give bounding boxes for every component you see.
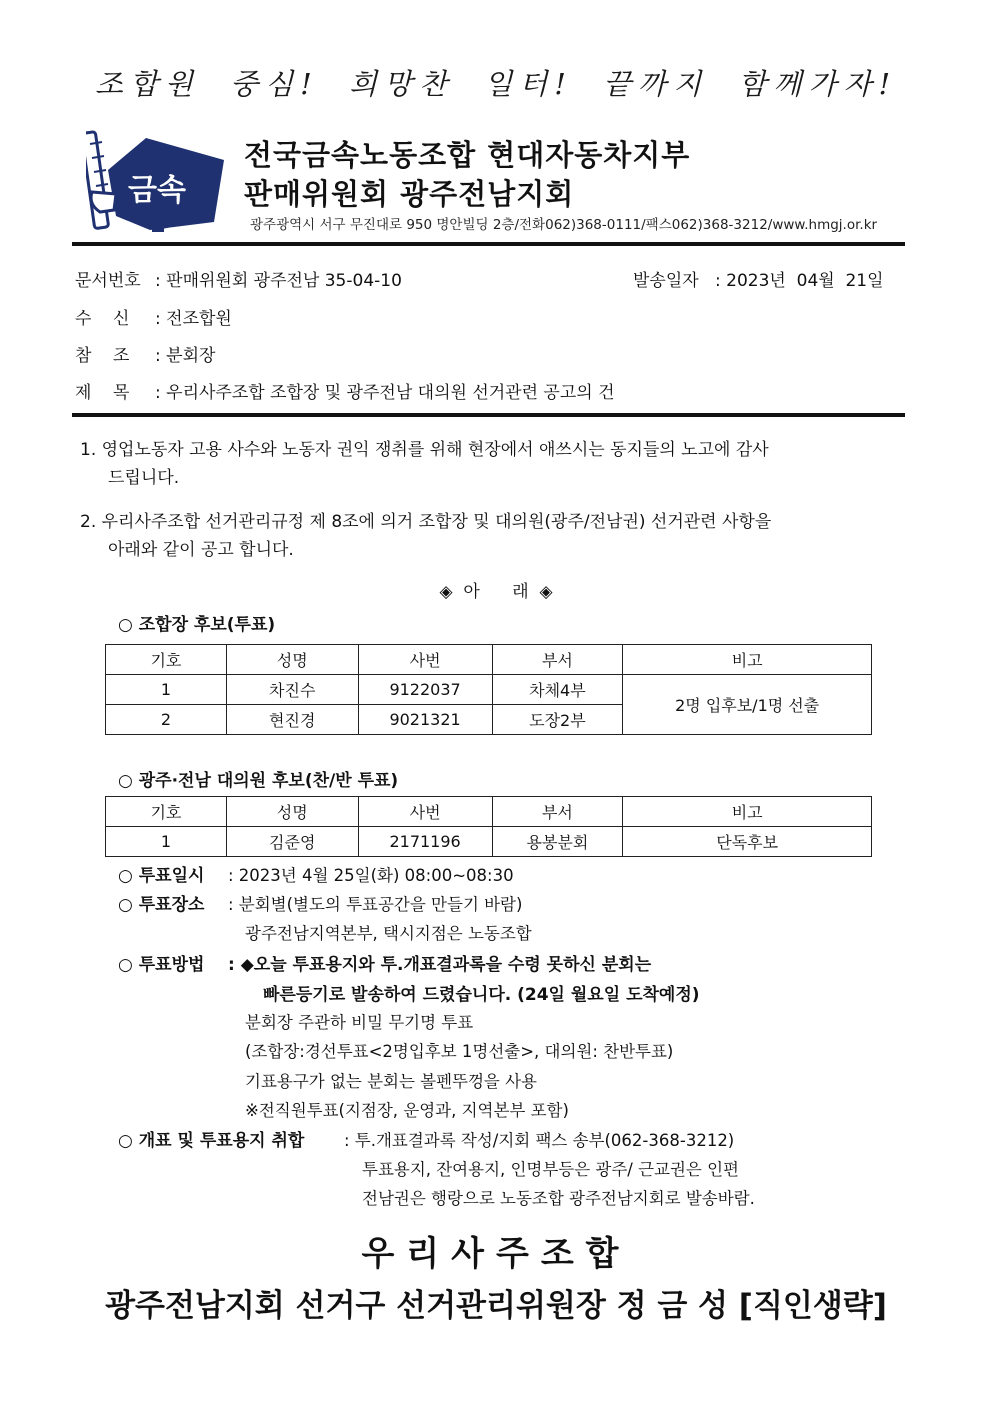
cell-department: 차체4부 [492, 675, 623, 705]
cell-number: 1 [106, 827, 227, 857]
ref: : 분회장 [155, 346, 216, 366]
vote-method-value4: (조합장:경선투표<2명입후보 1명선출>, 대의원: 찬반투표) [245, 1042, 674, 1061]
vote-method-value6: ※전직원투표(지점장, 운영과, 지역본부 포함) [245, 1101, 569, 1120]
cell-number: 1 [106, 675, 227, 705]
table-row [106, 827, 872, 857]
logo-text: 금속 [128, 173, 186, 208]
slogan: 조합원 중심! 희망찬 일터! 끝까지 함께가자! [94, 67, 898, 101]
subject-value: 우리사주조합 조합장 및 광주전남 대의원 선거관련 공고의 건 [166, 383, 615, 403]
date-label: 발송일자 [633, 271, 699, 291]
cell-name: 김준영 [226, 827, 358, 857]
candidate-table-president [105, 644, 872, 735]
below-heading: ◈ 아 래 ◈ [439, 582, 553, 602]
table1-title: ○ 조합장 후보(투표) [118, 615, 276, 635]
vote-place-value1: : 분회별(별도의 투표공간을 만들기 바람) [228, 895, 523, 914]
col-department: 부서 [492, 797, 623, 827]
ref-value: 분회장 [166, 346, 216, 366]
cell-note: 단독후보 [623, 827, 872, 857]
paragraph-1-line2: 드립니다. [108, 468, 180, 488]
ref-label: 참 조 [75, 346, 130, 366]
subject: : 우리사주조합 조합장 및 광주전남 대의원 선거관련 공고의 건 [155, 383, 615, 403]
cell-department: 용봉분회 [492, 827, 623, 857]
vote-date-value: : 2023년 4월 25일(화) 08:00~08:30 [228, 866, 514, 885]
col-employee-id: 사번 [358, 797, 492, 827]
date: : 2023년 04월 21일 [715, 271, 884, 291]
table-row [106, 675, 872, 705]
col-number: 기호 [106, 797, 227, 827]
col-note: 비고 [623, 797, 872, 827]
col-employee-id: 사번 [358, 645, 492, 675]
vote-count-value2: 투표용지, 잔여용지, 인명부등은 광주/ 근교권은 인편 [362, 1160, 739, 1179]
cell-name: 현진경 [226, 705, 358, 735]
vote-method-value2: 빠른등기로 발송하여 드렸습니다. (24일 월요일 도착예정) [263, 985, 700, 1005]
cell-note: 2명 입후보/1명 선출 [623, 675, 872, 735]
vote-method-value1: : ◆오늘 투표용지와 투.개표결과록을 수령 못하신 분회는 [228, 955, 652, 975]
col-note: 비고 [623, 645, 872, 675]
cell-department: 도장2부 [492, 705, 623, 735]
union-logo [86, 130, 226, 238]
vote-count-value3: 전남권은 행랑으로 노동조합 광주전남지회로 발송바람. [362, 1189, 755, 1208]
recipient: : 전조합원 [155, 309, 232, 329]
table-header-row [106, 645, 872, 675]
recipient-label: 수 신 [75, 309, 130, 329]
paragraph-1-line1: 1. 영업노동자 고용 사수와 노동자 권익 쟁취를 위해 현장에서 애쓰시는 동지들의 노고에 감사 [80, 440, 769, 460]
cell-name: 차진수 [226, 675, 358, 705]
vote-method-value5: 기표용구가 없는 분회는 볼펜뚜껑을 사용 [245, 1072, 537, 1091]
doc-no-value: 판매위원회 광주전남 35-04-10 [166, 271, 402, 291]
vote-count-value1: : 투.개표결과록 작성/지회 팩스 송부(062-368-3212) [344, 1131, 735, 1150]
doc-no-label: 문서번호 [75, 271, 141, 291]
meta-divider [72, 413, 905, 417]
col-department: 부서 [492, 645, 623, 675]
org-address: 광주광역시 서구 무진대로 950 명안빌딩 2층/전화062)368-0111/팩스062)368-3212/www.hmgj.or.kr [250, 217, 878, 233]
header-divider [72, 242, 905, 246]
org-name-line2: 판매위원회 광주전남지회 [244, 177, 575, 211]
col-number: 기호 [106, 645, 227, 675]
recipient-value: 전조합원 [166, 309, 232, 329]
vote-method-value3: 분회장 주관하 비밀 무기명 투표 [245, 1013, 474, 1032]
cell-employee-id: 9021321 [358, 705, 492, 735]
paragraph-2-line2: 아래와 같이 공고 합니다. [108, 540, 294, 560]
table2-title: ○ 광주·전남 대의원 후보(찬/반 투표) [118, 771, 399, 791]
table-header-row [106, 797, 872, 827]
vote-place-label: ○ 투표장소 [118, 895, 205, 915]
col-name: 성명 [226, 645, 358, 675]
cell-employee-id: 9122037 [358, 675, 492, 705]
footer-org: 우리사주조합 [361, 1234, 631, 1274]
org-name-line1: 전국금속노동조합 현대자동차지부 [244, 138, 691, 172]
cell-number: 2 [106, 705, 227, 735]
vote-method-label: ○ 투표방법 [118, 955, 205, 975]
vote-date-label: ○ 투표일시 [118, 866, 205, 886]
subject-label: 제 목 [75, 383, 130, 403]
cell-employee-id: 2171196 [358, 827, 492, 857]
footer-signatory: 광주전남지회 선거구 선거관리위원장 정 금 성 [직인생략] [105, 1288, 887, 1324]
candidate-table-delegate [105, 796, 872, 857]
vote-place-value2: 광주전남지역본부, 택시지점은 노동조합 [245, 924, 532, 943]
col-name: 성명 [226, 797, 358, 827]
vote-count-label: ○ 개표 및 투표용지 취합 [118, 1131, 305, 1151]
date-value: 2023년 04월 21일 [726, 271, 884, 291]
paragraph-2-line1: 2. 우리사주조합 선거관리규정 제 8조에 의거 조합장 및 대의원(광주/전남권) 선거관련 사항을 [80, 512, 772, 532]
doc-no: : 판매위원회 광주전남 35-04-10 [155, 271, 402, 291]
